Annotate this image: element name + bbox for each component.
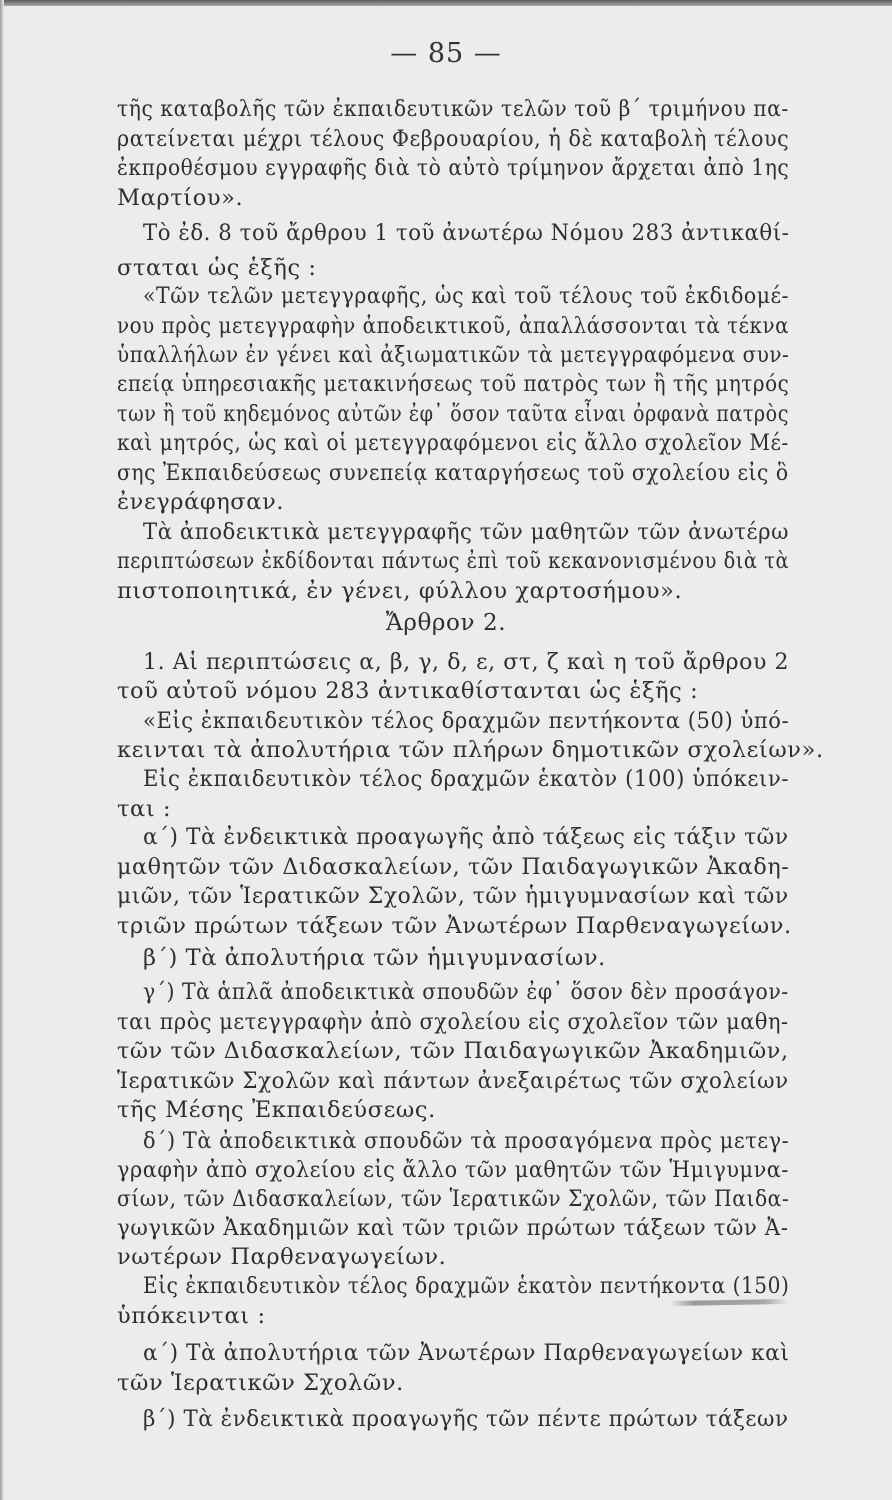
page-number: — 85 — xyxy=(390,38,502,69)
text-line: νου πρὸς μετεγγραφὴν ἀποδεικτικοῦ, ἀπαλλάσσονται τὰ τέκνα xyxy=(117,313,790,339)
text-line: επείᾳ ὑπηρεσιακῆς μετακινήσεως τοῦ πατρὸς των ἢ τῆς μητρός xyxy=(117,371,790,397)
text-line: α΄) Τὰ ἐνδεικτικὰ προαγωγῆς ἀπὸ τάξεως εἰς τάξιν τῶν xyxy=(143,824,789,850)
text-line: β΄) Τὰ ἐνδεικτικὰ προαγωγῆς τῶν πέντε πρώτων τάξεων xyxy=(143,1406,789,1432)
text-line: δ΄) Τὰ ἀποδεικτικὰ σπουδῶν τὰ προσαγόμενα πρὸς μετεγ- xyxy=(143,1128,790,1154)
text-line: Εἰς ἐκπαιδευτικὸν τέλος δραχμῶν ἑκατὸν πεντήκοντα (150) xyxy=(143,1273,790,1299)
text-line: τριῶν πρώτων τάξεων τῶν Ἀνωτέρων Παρθεναγωγείων. xyxy=(117,913,792,939)
text-line: σίων, τῶν Διδασκαλείων, τῶν Ἱερατικῶν Σχολῶν, τῶν Παιδα- xyxy=(117,1186,790,1212)
text-line: τῆς καταβολῆς τῶν ἐκπαιδευτικῶν τελῶν τοῦ β΄ τριμήνου πα- xyxy=(117,96,789,122)
text-line: τῶν τῶν Διδασκαλείων, τῶν Παιδαγωγικῶν Ἀκαδημιῶν, xyxy=(117,1038,789,1064)
text-line: β΄) Τὰ ἀπολυτήρια τῶν ἡμιγυμνασίων. xyxy=(143,945,606,971)
text-line: τοῦ αὐτοῦ νόμου 283 ἀντικαθίστανται ὡς ἑξῆς : xyxy=(117,678,699,704)
text-line: γωγικῶν Ἀκαδημιῶν καὶ τῶν τριῶν πρώτων τάξεων τῶν Ἀ- xyxy=(117,1215,789,1241)
text-line: Τὸ ἐδ. 8 τοῦ ἄρθρου 1 τοῦ ἀνωτέρω Νόμου 283 ἀντικαθί- xyxy=(143,220,790,246)
text-line: ρατείνεται μέχρι τέλους Φεβρουαρίου, ἡ δὲ καταβολὴ τέλους xyxy=(117,126,790,152)
text-line: σταται ὡς ἑξῆς : xyxy=(117,255,317,281)
text-line: Μαρτίου». xyxy=(117,185,244,211)
text-line: ται : xyxy=(117,796,172,822)
text-line: καὶ μητρός, ὡς καὶ οἱ μετεγγραφόμενοι εἰς ἄλλο σχολεῖον Μέ- xyxy=(117,430,789,456)
text-line: τῆς Μέσης Ἐκπαιδεύσεως. xyxy=(117,1097,436,1123)
text-line: ὑπόκεινται : xyxy=(117,1303,266,1329)
text-line: των ἢ τοῦ κηδεμόνος αὐτῶν ἐφ᾽ ὅσον ταῦτα εἶναι ὀρφανὰ πατρὸς xyxy=(117,401,789,427)
text-line: πιστοποιητικά, ἐν γένει, φύλλου χαρτοσήμου». xyxy=(117,578,683,604)
text-line: Τὰ ἀποδεικτικὰ μετεγγραφῆς τῶν μαθητῶν τῶν ἀνωτέρω xyxy=(143,519,789,545)
text-line: ται πρὸς μετεγγραφὴν ἀπὸ σχολείου εἰς σχολεῖον τῶν μαθη- xyxy=(117,1009,789,1035)
text-line: μαθητῶν τῶν Διδασκαλείων, τῶν Παιδαγωγικῶν Ἀκαδη- xyxy=(117,854,790,880)
text-line: ἐνεγράφησαν. xyxy=(117,489,285,515)
text-line: «Εἰς ἐκπαιδευτικὸν τέλος δραχμῶν πεντήκοντα (50) ὑπό- xyxy=(143,708,790,734)
text-line: τῶν Ἱερατικῶν Σχολῶν. xyxy=(117,1370,404,1396)
text-line: κεινται τὰ ἀπολυτήρια τῶν πλήρων δημοτικῶν σχολείων». xyxy=(117,737,824,763)
text-line: «Τῶν τελῶν μετεγγραφῆς, ὡς καὶ τοῦ τέλους τοῦ ἐκδιδομέ- xyxy=(143,283,790,309)
text-line: ἐκπροθέσμου εγγραφῆς διὰ τὸ αὐτὸ τρίμηνον ἄρχεται ἀπὸ 1ης xyxy=(117,155,790,181)
article-heading: Ἄρθρον 2. xyxy=(385,610,507,636)
text-line: περιπτώσεων ἐκδίδονται πάντως ἐπὶ τοῦ κεκανονισμένου διὰ τὰ xyxy=(117,548,790,574)
text-line: γ΄) Τὰ ἁπλᾶ ἀποδεικτικὰ σπουδῶν ἐφ᾽ ὅσον δὲν προσάγον- xyxy=(143,979,789,1005)
text-line: μιῶν, τῶν Ἱερατικῶν Σχολῶν, τῶν ἡμιγυμνασίων καὶ τῶν xyxy=(117,883,789,909)
text-line: α΄) Τὰ ἀπολυτήρια τῶν Ἀνωτέρων Παρθεναγωγείων καὶ xyxy=(143,1340,790,1366)
text-line: ὑπαλλήλων ἐν γένει καὶ ἀξιωματικῶν τὰ μετεγγραφόμενα συν- xyxy=(117,342,790,368)
text-line: 1. Αἱ περιπτώσεις α, β, γ, δ, ε, στ, ζ καὶ η τοῦ ἄρθρου 2 xyxy=(143,649,790,675)
text-line: νωτέρων Παρθεναγωγείων. xyxy=(117,1244,447,1270)
text-line: γραφὴν ἀπὸ σχολείου εἰς ἄλλο τῶν μαθητῶν τῶν Ἡμιγυμνα- xyxy=(117,1157,789,1183)
pencil-underline-mark xyxy=(670,1299,788,1306)
text-line: Εἰς ἐκπαιδευτικὸν τέλος δραχμῶν ἑκατὸν (100) ὑπόκειν- xyxy=(143,766,790,792)
text-line: σης Ἐκπαιδεύσεως συνεπείᾳ καταργήσεως τοῦ σχολείου εἰς ὃ xyxy=(117,460,789,486)
text-line: Ἱερατικῶν Σχολῶν καὶ πάντων ἀνεξαιρέτως τῶν σχολείων xyxy=(117,1068,789,1094)
